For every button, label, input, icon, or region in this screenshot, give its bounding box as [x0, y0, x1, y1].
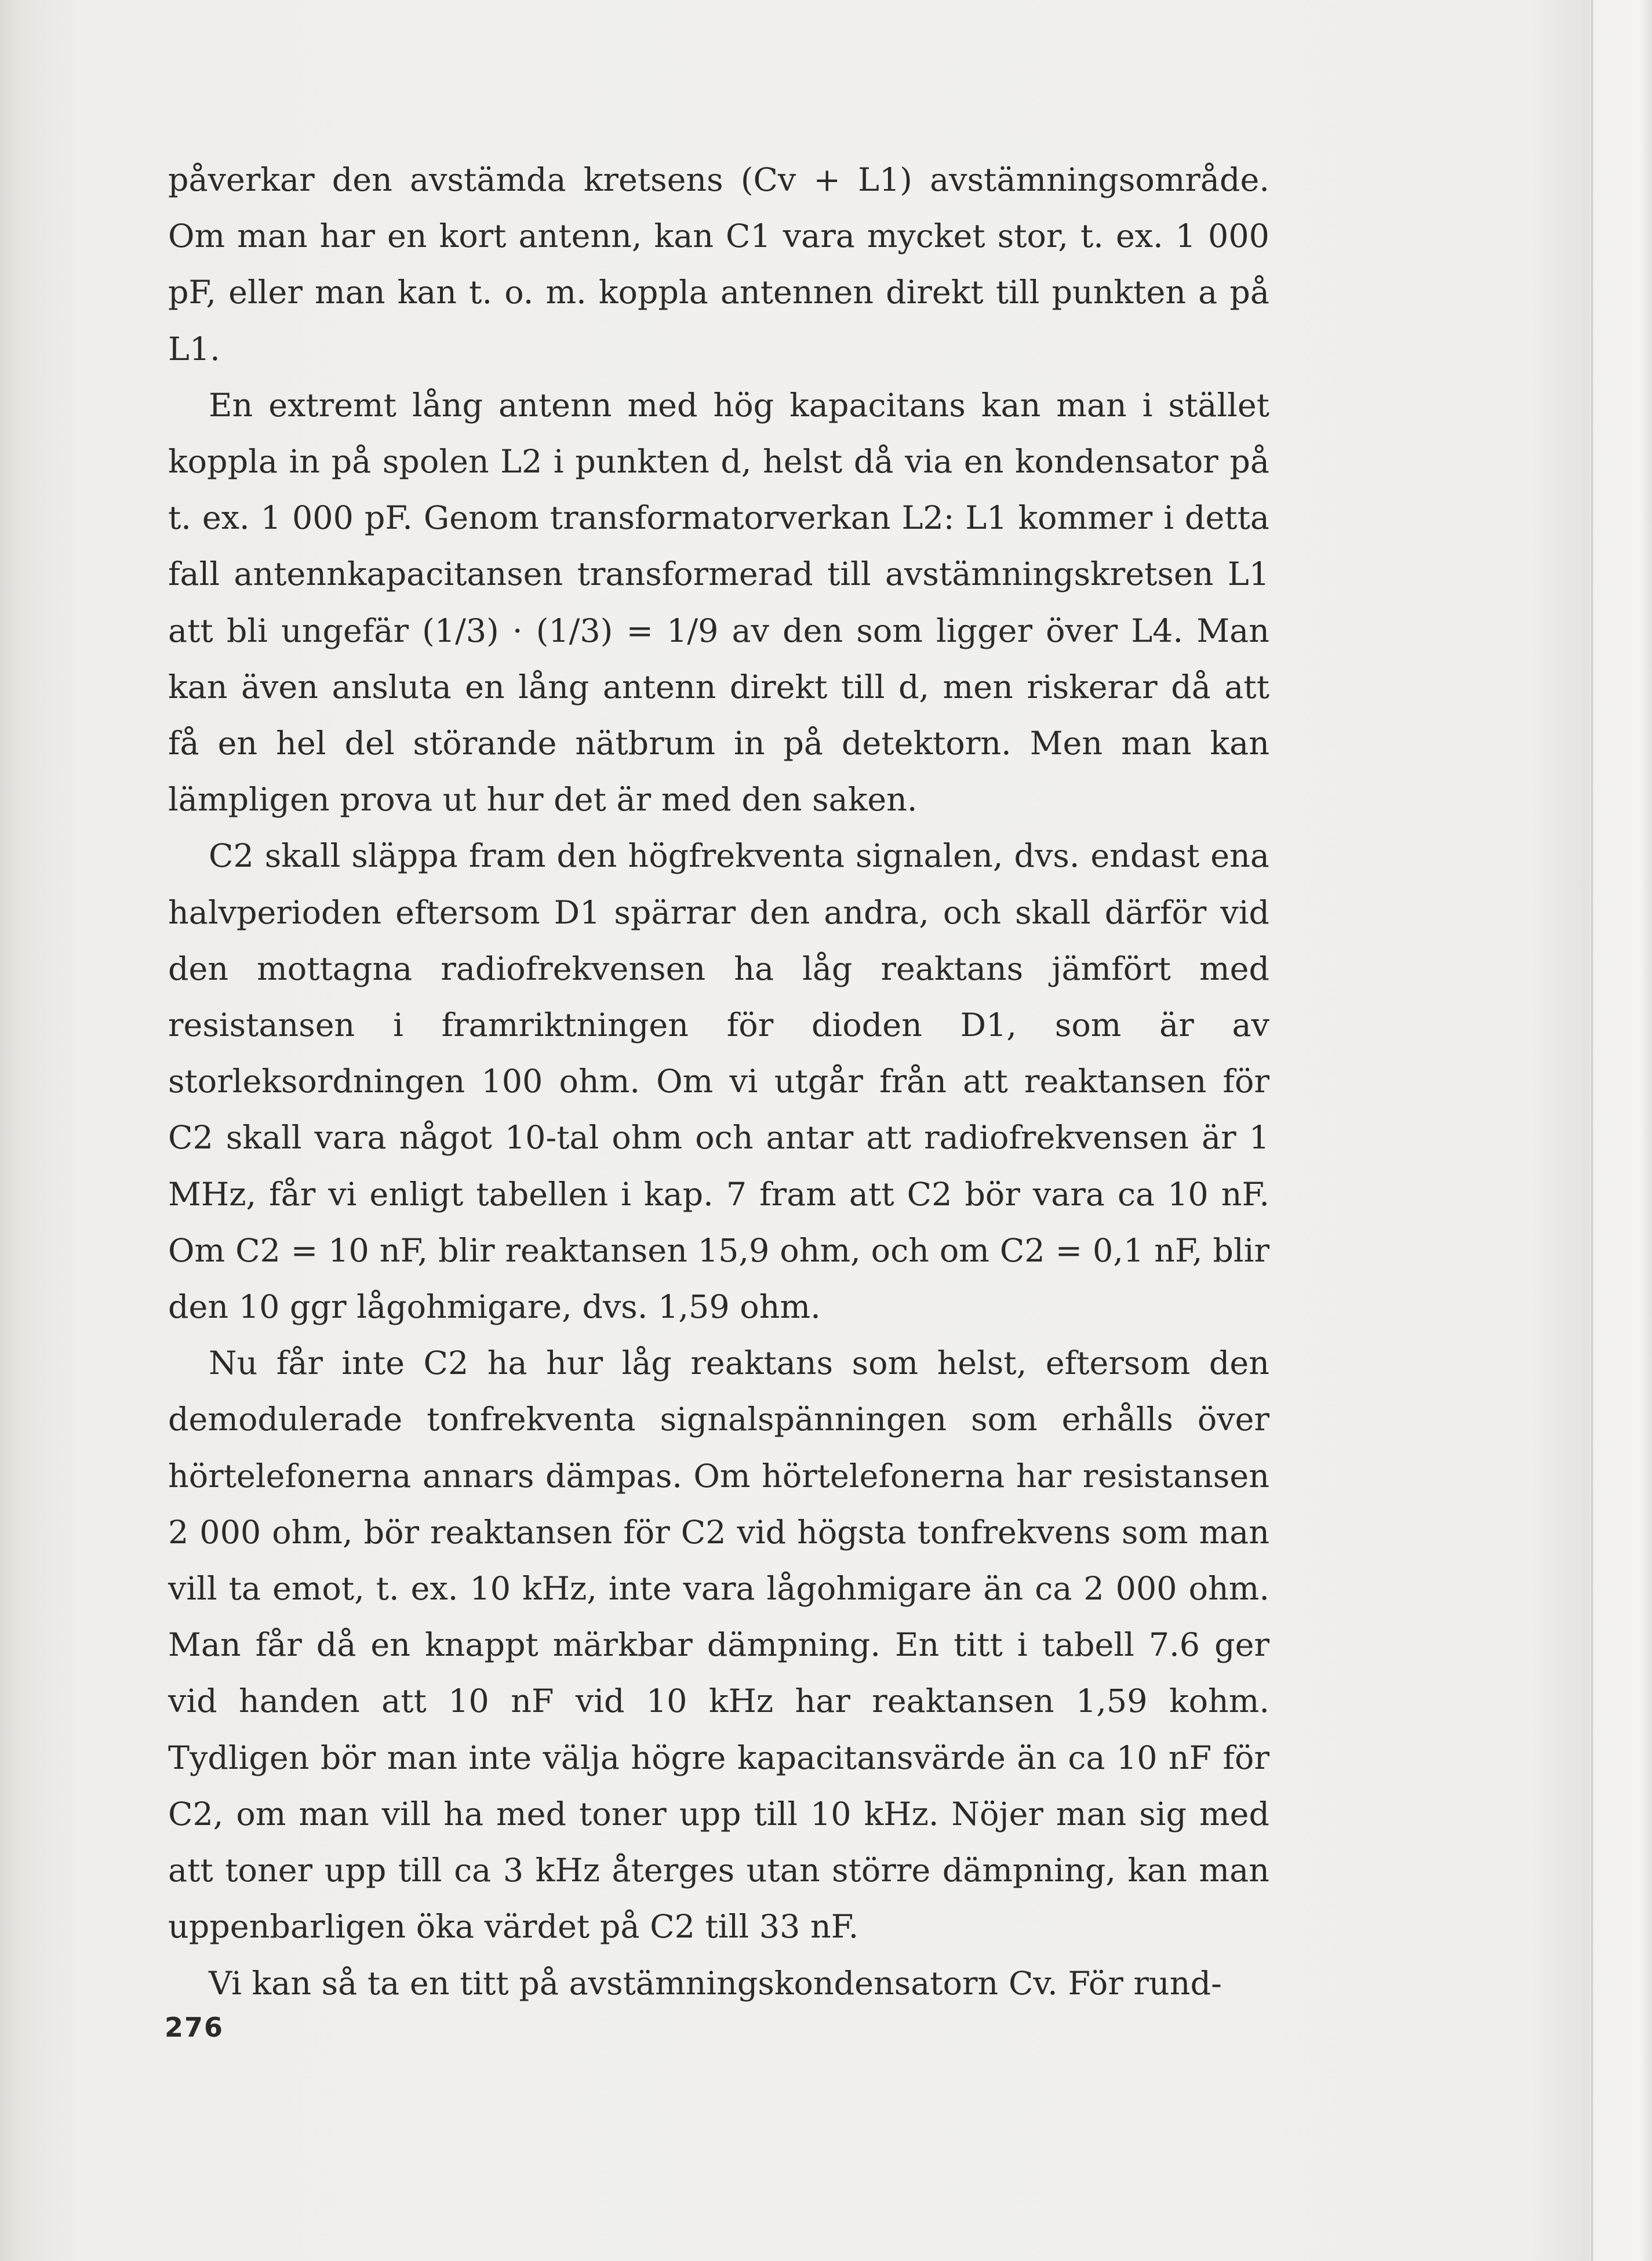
page-edge — [1591, 0, 1593, 2261]
paragraph-4: Nu får inte C2 ha hur låg reaktans som helst, eftersom den demodulerade tonfrekventa signalspänningen som erhålls över hörtelefonerna annars dämpas. Om hörtelefonerna har resistansen 2 000 ohm, bör reaktansen för C2 vid högsta tonfrekvens som man vill ta emot, t. ex. 10 kHz, inte vara lågohmigare än ca 2 000 ohm. Man får då en knappt märkbar dämpning. En titt i tabell 7.6 ger vid handen att 10 nF vid 10 kHz har reaktansen 1,59 kohm. Tydligen bör man inte välja högre kapacitansvärde än ca 10 nF för C2, om man vill ha med toner upp till 10 kHz. Nöjer man sig med att toner upp till ca 3 kHz återges utan större dämpning, kan man uppenbarligen öka värdet på C2 till 33 nF. — [168, 1344, 1269, 1946]
paragraph-2: En extremt lång antenn med hög kapacitans kan man i stället koppla in på spolen L2 i punkten d, helst då via en kondensator på t. ex. 1 000 pF. Genom transformatorverkan L2: L1 kommer i detta fall antennkapacitansen transformerad till avstämningskretsen L1 att bli ungefär (1/3) · (1/3) = 1/9 av den som ligger över L4. Man kan även ansluta en lång antenn direkt till d, men riskerar då att få en hel del störande nätbrum in på detektorn. Men man kan lämpligen prova ut hur det är med den saken. — [168, 386, 1269, 819]
paragraph-1: påverkar den avstämda kretsens (Cv + L1) avstämningsområde. Om man har en kort antenn, kan C1 vara mycket stor, t. ex. 1 000 pF, eller man kan t. o. m. koppla antennen direkt till punkten a på L1. — [168, 161, 1269, 368]
body-text — [168, 152, 1269, 2012]
paragraph-5: Vi kan så ta en titt på avstämningskondensatorn Cv. För rund- — [209, 1964, 1222, 2002]
paragraph-3: C2 skall släppa fram den högfrekventa signalen, dvs. endast ena halvperioden eftersom D1 spärrar den andra, och skall därför vid den mottagna radiofrekvensen ha låg reaktans jämfört med resistansen i framriktningen för dioden D1, som är av storleksordningen 100 ohm. Om vi utgår från att reaktansen för C2 skall vara något 10-tal ohm och antar att radiofrekvensen är 1 MHz, får vi enligt tabellen i kap. 7 fram att C2 bör vara ca 10 nF. Om C2 = 10 nF, blir reaktansen 15,9 ohm, och om C2 = 0,1 nF, blir den 10 ggr lågohmigare, dvs. 1,59 ohm. — [168, 837, 1269, 1326]
page-number: 276 — [165, 2012, 224, 2043]
